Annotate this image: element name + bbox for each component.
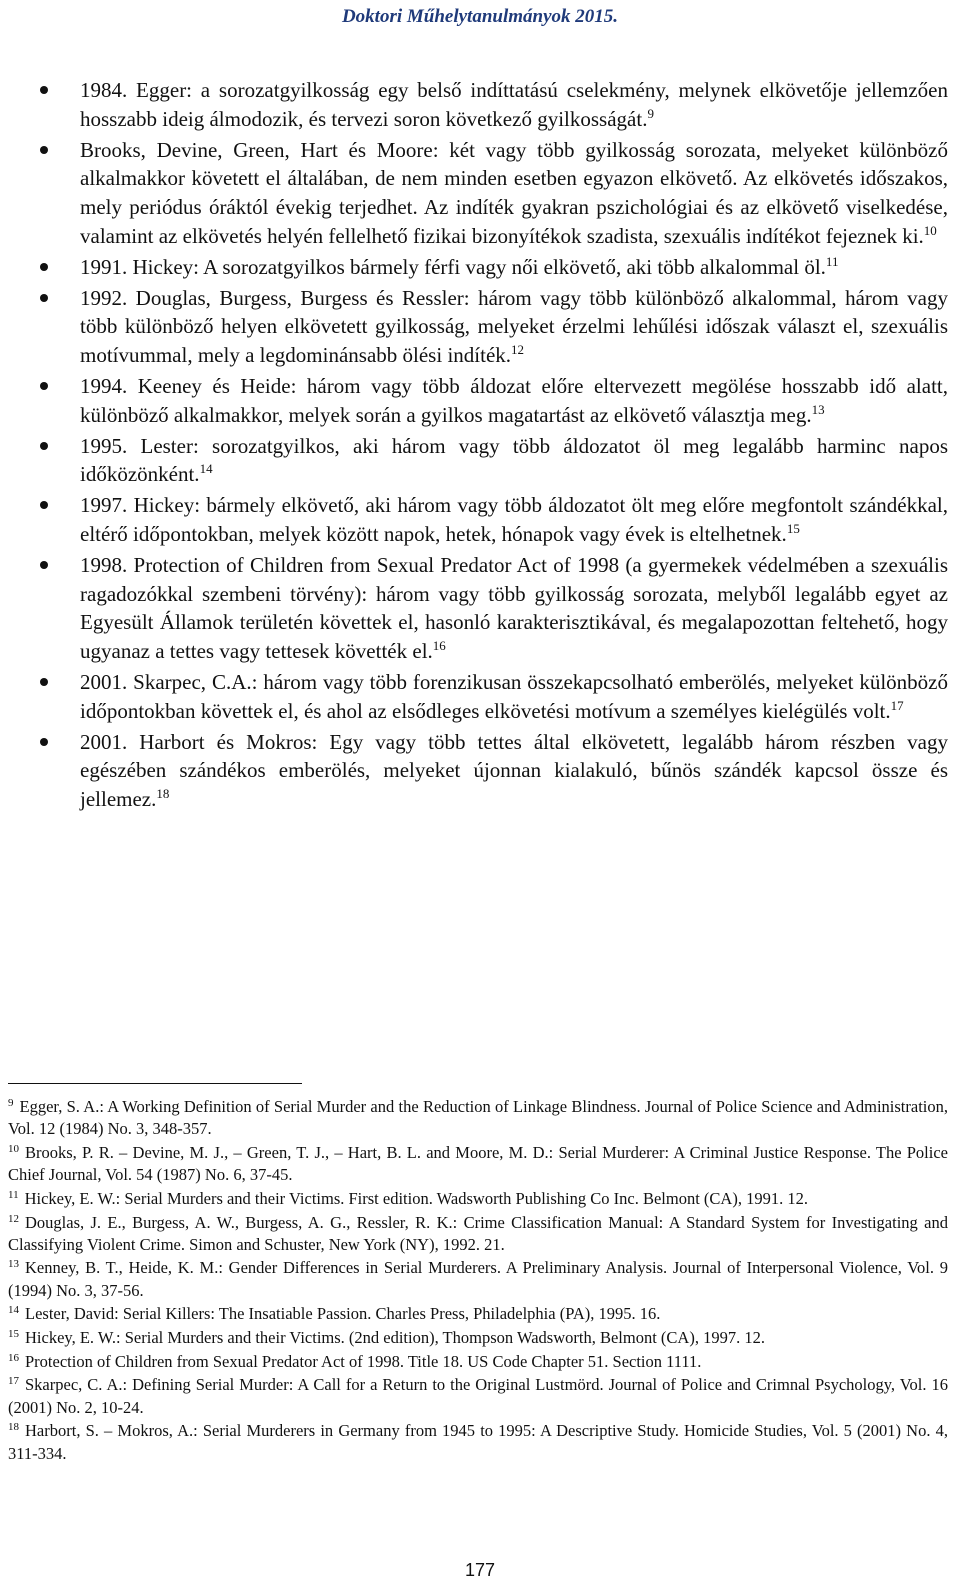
item-text: 2001. Harbort és Mokros: Egy vagy több tettes által elkövetett, legalább három részben vagy egészében szándékos emberölés, melyeket újonnan kialakuló, bűnös szándék kapcsol össze és jellemez. [80,729,948,812]
list-item [40,284,948,370]
footnote [8,1257,948,1301]
list-item [40,372,948,430]
footnote-number: 15 [8,1328,19,1341]
running-header: Doktori Műhelytanulmányok 2015. [341,6,619,27]
footnote [8,1327,948,1349]
footnote [8,1212,948,1256]
item-text: 1998. Protection of Children from Sexual Predator Act of 1998 (a gyermekek védelmében a szexuális ragadozókkal szembeni törvény): három vagy több gyilkosság sorozata, melyből legalább egyet az Egyesült Államok területén követtek el, hasonló karakterisztikával, és megalapozottan feltehető, hogy ugyanaz a tettes vagy tettesek követték el. [80,552,948,664]
footnote-text: Hickey, E. W.: Serial Murders and their Victims. First edition. Wadsworth Publishing Co Inc. Belmont (CA), 1991. 12. [24,1188,808,1208]
footnote [8,1096,948,1140]
footnote-text: Harbort, S. – Mokros, A.: Serial Murderers in Germany from 1945 to 1995: A Descriptive Study. Homicide Studies, Vol. 5 (2001) No. 4, 311-334. [8,1421,948,1463]
footnote [8,1420,948,1464]
footnote-number: 14 [8,1304,19,1317]
footnote-number: 17 [8,1375,19,1388]
footnote-ref[interactable]: 12 [511,342,525,358]
footnote-number: 13 [8,1258,19,1271]
list-item [40,551,948,666]
footnote-text: Douglas, J. E., Burgess, A. W., Burgess, A. G., Ressler, R. K.: Crime Classification Manual: A Standard System for Investigating and Classifying Violent Crime. Simon and Schuster, New York (NY), 1992. 21. [8,1212,948,1254]
list-item [40,728,948,814]
item-text: 1997. Hickey: bármely elkövető, aki három vagy több áldozatot ölt meg előre megfontolt szándékkal, eltérő időpontokban, melyek között napok, hetek, hónapok vagy évek is eltelhetnek. [80,493,948,546]
list-item [40,136,948,251]
footnote [8,1351,948,1373]
page-number: 177 [464,1560,496,1580]
item-text: 2001. Skarpec, C.A.: három vagy több forenzikusan összekapcsolható emberölés, melyeket különböző időpontokban követtek el, és ahol az elsődleges elkövetési motívum a személyes kielégülés volt. [80,669,948,723]
list-item [40,491,948,549]
item-text: 1984. Egger: a sorozatgyilkosság egy belső indíttatású cselekmény, melynek elkövetője jellemzően hosszabb ideig álmodozik, és tervezi soron következő gyilkosságát. [80,78,948,131]
footnote-ref[interactable]: 15 [786,520,800,536]
footnote-number: 16 [8,1351,19,1364]
item-text: 1991. Hickey: A sorozatgyilkos bármely férfi vagy női elkövető, aki több alkalommal öl. [80,254,826,279]
footnote [8,1374,948,1418]
footnote-text: Hickey, E. W.: Serial Murders and their Victims. (2nd edition), Thompson Wadsworth, Belmont (CA), 1997. 12. [25,1328,765,1348]
footnote-number: 10 [8,1142,19,1155]
footnote-text: Kenney, B. T., Heide, K. M.: Gender Differences in Serial Murderers. A Preliminary Analysis. Journal of Interpersonal Violence, Vol. 9 (1994) No. 3, 37-56. [8,1258,948,1300]
list-item [40,253,948,282]
footnote [8,1188,948,1210]
footnote [8,1303,948,1325]
footnote-ref[interactable]: 18 [156,786,170,802]
footnote-text: Brooks, P. R. – Devine, M. J., – Green, T. J., – Hart, B. L. and Moore, M. D.: Serial Murderer: A Criminal Justice Response. The Police Chief Journal, Vol. 54 (1987) No. 6, 37-45. [8,1142,948,1185]
list-item [40,432,948,490]
footnote-number: 9 [8,1097,14,1109]
footnotes [8,1096,948,1466]
footnote-text: Skarpec, C. A.: Defining Serial Murder: A Call for a Return to the Original Lustmörd. Journal of Police and Crimnal Psychology, Vol. 16 (2001) No. 2, 10-24. [8,1375,948,1417]
footnote-text: Lester, David: Serial Killers: The Insatiable Passion. Charles Press, Philadelphia (PA), 1995. 16. [25,1304,661,1324]
footnote-ref[interactable]: 9 [647,105,654,121]
item-text: 1994. Keeney és Heide: három vagy több áldozat előre eltervezett megölése hosszabb idő alatt, különböző alkalmakkor, melyek során a gyilkos magatartást az elkövető választja meg. [80,373,948,427]
list-item [40,668,948,726]
footnote-ref[interactable]: 16 [432,638,446,654]
footnote-text: Egger, S. A.: A Working Definition of Serial Murder and the Reduction of Linkage Blindness. Journal of Police Science and Administration, Vol. 12 (1984) No. 3, 348-357. [8,1097,948,1139]
list-item [40,76,948,134]
definitions-list [40,76,948,816]
footnote-ref[interactable]: 11 [825,253,839,269]
footnote-text: Protection of Children from Sexual Predator Act of 1998. Title 18. US Code Chapter 51. Section 1111. [25,1351,702,1371]
item-text: Brooks, Devine, Green, Hart és Moore: két vagy több gyilkosság sorozata, melyeket különböző alkalmakkor követett el általában, de nem minden esetben egyazon elkövető. Az elkövetés időszakos, mely periódus óráktól évekig terjedhet. Az indíték gyakran pszichológiai és az elkövető viselkedése, valamint az elkövetés helyén fellelhető fizikai bizonyítékok szadista, szexuális indítékot fejeznek ki. [80,137,948,248]
footnote-ref[interactable]: 17 [890,697,904,713]
footnote-ref[interactable]: 10 [923,222,937,238]
item-text: 1992. Douglas, Burgess, Burgess és Ressler: három vagy több különböző alkalommal, három vagy több különböző helyen elkövetett gyilkosság, melyeket érzelmi lehűlési időszak választ el, szexuális motívummal, mely a legdominánsabb ölési indíték. [80,285,948,368]
footnote [8,1142,948,1186]
footnote-ref[interactable]: 14 [199,461,213,477]
footnote-number: 12 [8,1212,19,1225]
item-text: 1995. Lester: sorozatgyilkos, aki három vagy több áldozatot öl meg legalább harminc napos időközönként. [80,433,948,487]
footnote-ref[interactable]: 13 [811,401,825,417]
footnote-number: 18 [8,1421,19,1434]
footnote-number: 11 [8,1188,19,1201]
footnote-separator [8,1083,302,1084]
